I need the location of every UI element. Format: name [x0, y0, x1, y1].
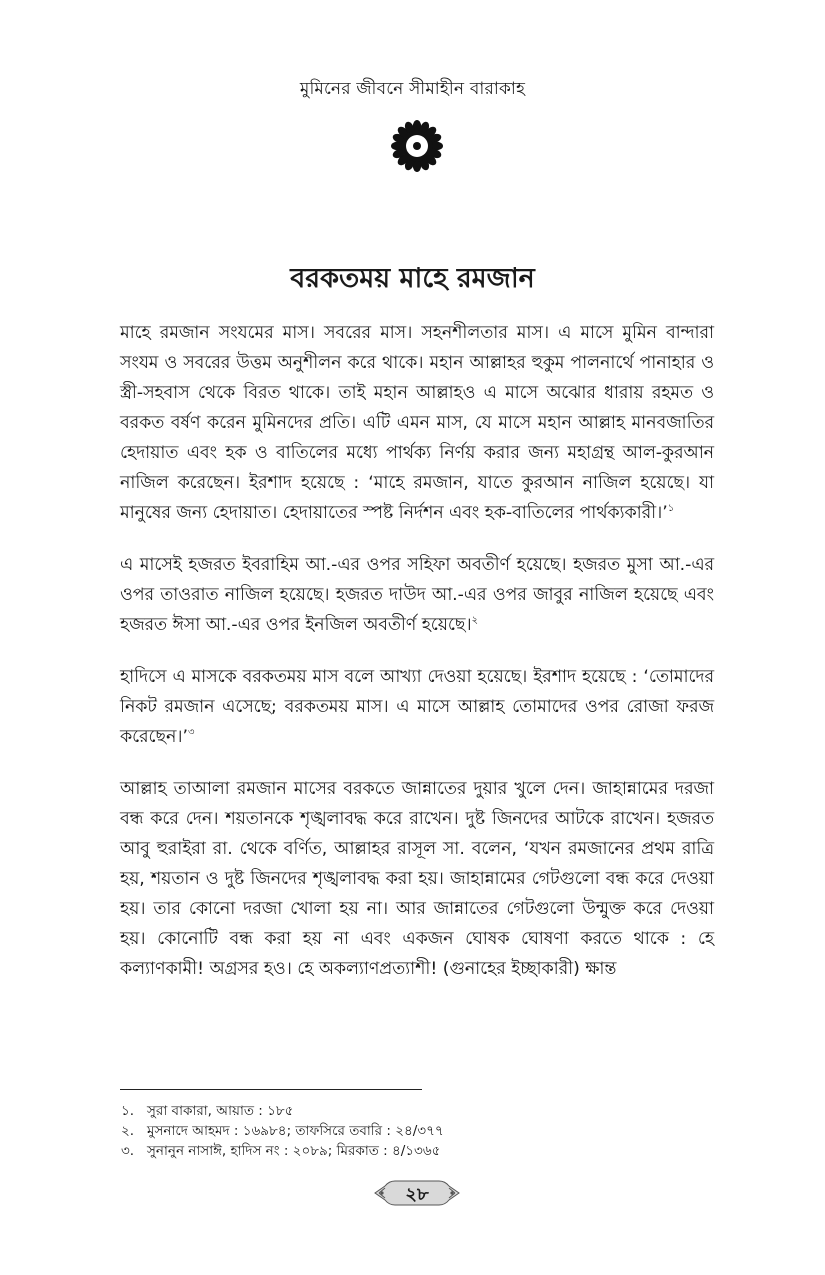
flower-ornament-icon	[391, 120, 443, 172]
body-text	[120, 318, 714, 1006]
footnote-item	[121, 1101, 715, 1121]
footnotes	[121, 1101, 715, 1161]
paragraph	[120, 318, 714, 528]
footnote-ref[interactable]: ১	[667, 503, 675, 515]
footnote-number: ৩.	[121, 1143, 135, 1159]
running-head: মুমিনের জীবনে সীমাহীন বারাকাহ	[299, 79, 526, 99]
paragraph	[120, 550, 714, 640]
paragraph-text: এ মাসেই হজরত ইবরাহিম আ.-এর ওপর সহিফা অবতীর্ণ হয়েছে। হজরত মুসা আ.-এর ওপর তাওরাত নাজিল হয়েছে। হজরত দাউদ আ.-এর ওপর জাবুর নাজিল হয়েছে এবং হজরত ঈসা আ.-এর ওপর ইনজিল অবতীর্ণ হয়েছে।	[120, 555, 714, 635]
chapter-title: বরকতময় মাহে রমজান	[290, 263, 535, 294]
footnote-item	[121, 1141, 715, 1161]
paragraph-text: আল্লাহ তাআলা রমজান মাসের বরকতে জান্নাতের দুয়ার খুলে দেন। জাহান্নামের দরজা বন্ধ করে দেন। শয়তানকে শৃঙ্খলাবদ্ধ করে রাখেন। দুষ্ট জিনদের আটকে রাখেন। হজরত আবু হুরাইরা রা. থেকে বর্ণিত, আল্লাহর রাসূল সা. বলেন, ‘যখন রমজানের প্রথম রাত্রি হয়, শয়তান ও দুষ্ট জিনদের শৃঙ্খলাবদ্ধ করা হয়। জাহান্নামের গেটগুলো বন্ধ করে দেওয়া হয়। তার কোনো দরজা খোলা হয় না। আর জান্নাতের গেটগুলো উন্মুক্ত করে দেওয়া হয়। কোনোটি বন্ধ করা হয় না এবং একজন ঘোষক ঘোষণা করতে থাকে : হে কল্যাণকামী! অগ্রসর হও। হে অকল্যাণপ্রত্যাশী! (গুনাহের ইচ্ছাকারী) ক্ষান্ত	[120, 779, 714, 979]
footnote-text: মুসনাদে আহমদ : ১৬৯৮৪; তাফসিরে তবারি : ২৪/৩৭৭	[147, 1123, 444, 1139]
footnote-number: ১.	[121, 1103, 135, 1119]
footnote-item	[121, 1121, 715, 1141]
page-number-badge	[371, 1176, 463, 1210]
paragraph-text: মাহে রমজান সংযমের মাস। সবরের মাস। সহনশীলতার মাস। এ মাসে মুমিন বান্দারা সংযম ও সবরের উত্তম অনুশীলন করে থাকে। মহান আল্লাহর হুকুম পালনার্থে পানাহার ও স্ত্রী-সহবাস থেকে বিরত থাকে। তাই মহান আল্লাহও এ মাসে অঝোর ধারায় রহমত ও বরকত বর্ষণ করেন মুমিনদের প্রতি। এটি এমন মাস, যে মাসে মহান আল্লাহ মানবজাতির হেদায়াত এবং হক ও বাতিলের মধ্যে পার্থক্য নির্ণয় করার জন্য মহাগ্রন্থ আল-কুরআন নাজিল করেছেন। ইরশাদ হয়েছে : ‘মাহে রমজান, যাতে কুরআন নাজিল হয়েছে। যা মানুষের জন্য হেদায়াত। হেদায়াতের স্পষ্ট নির্দশন এবং হক-বাতিলের পার্থক্যকারী।’	[120, 323, 714, 523]
footnote-divider	[120, 1089, 422, 1090]
paragraph-text: হাদিসে এ মাসকে বরকতময় মাস বলে আখ্যা দেওয়া হয়েছে। ইরশাদ হয়েছে : ‘তোমাদের নিকট রমজান এসেছে; বরকতময় মাস। এ মাসে আল্লাহ তোমাদের ওপর রোজা ফরজ করেছেন।’	[120, 667, 714, 747]
footnote-ref[interactable]: ২	[471, 615, 479, 627]
paragraph	[120, 662, 714, 752]
footnote-number: ২.	[121, 1123, 135, 1139]
page-number: ২৮	[405, 1184, 429, 1205]
footnote-text: সুরা বাকারা, আয়াত : ১৮৫	[147, 1103, 294, 1119]
footnote-text: সুনানুন নাসাঈ, হাদিস নং : ২০৮৯; মিরকাত : ৪/১৩৬৫	[147, 1143, 441, 1159]
paragraph	[120, 774, 714, 984]
footnote-ref[interactable]: ৩	[187, 727, 195, 739]
